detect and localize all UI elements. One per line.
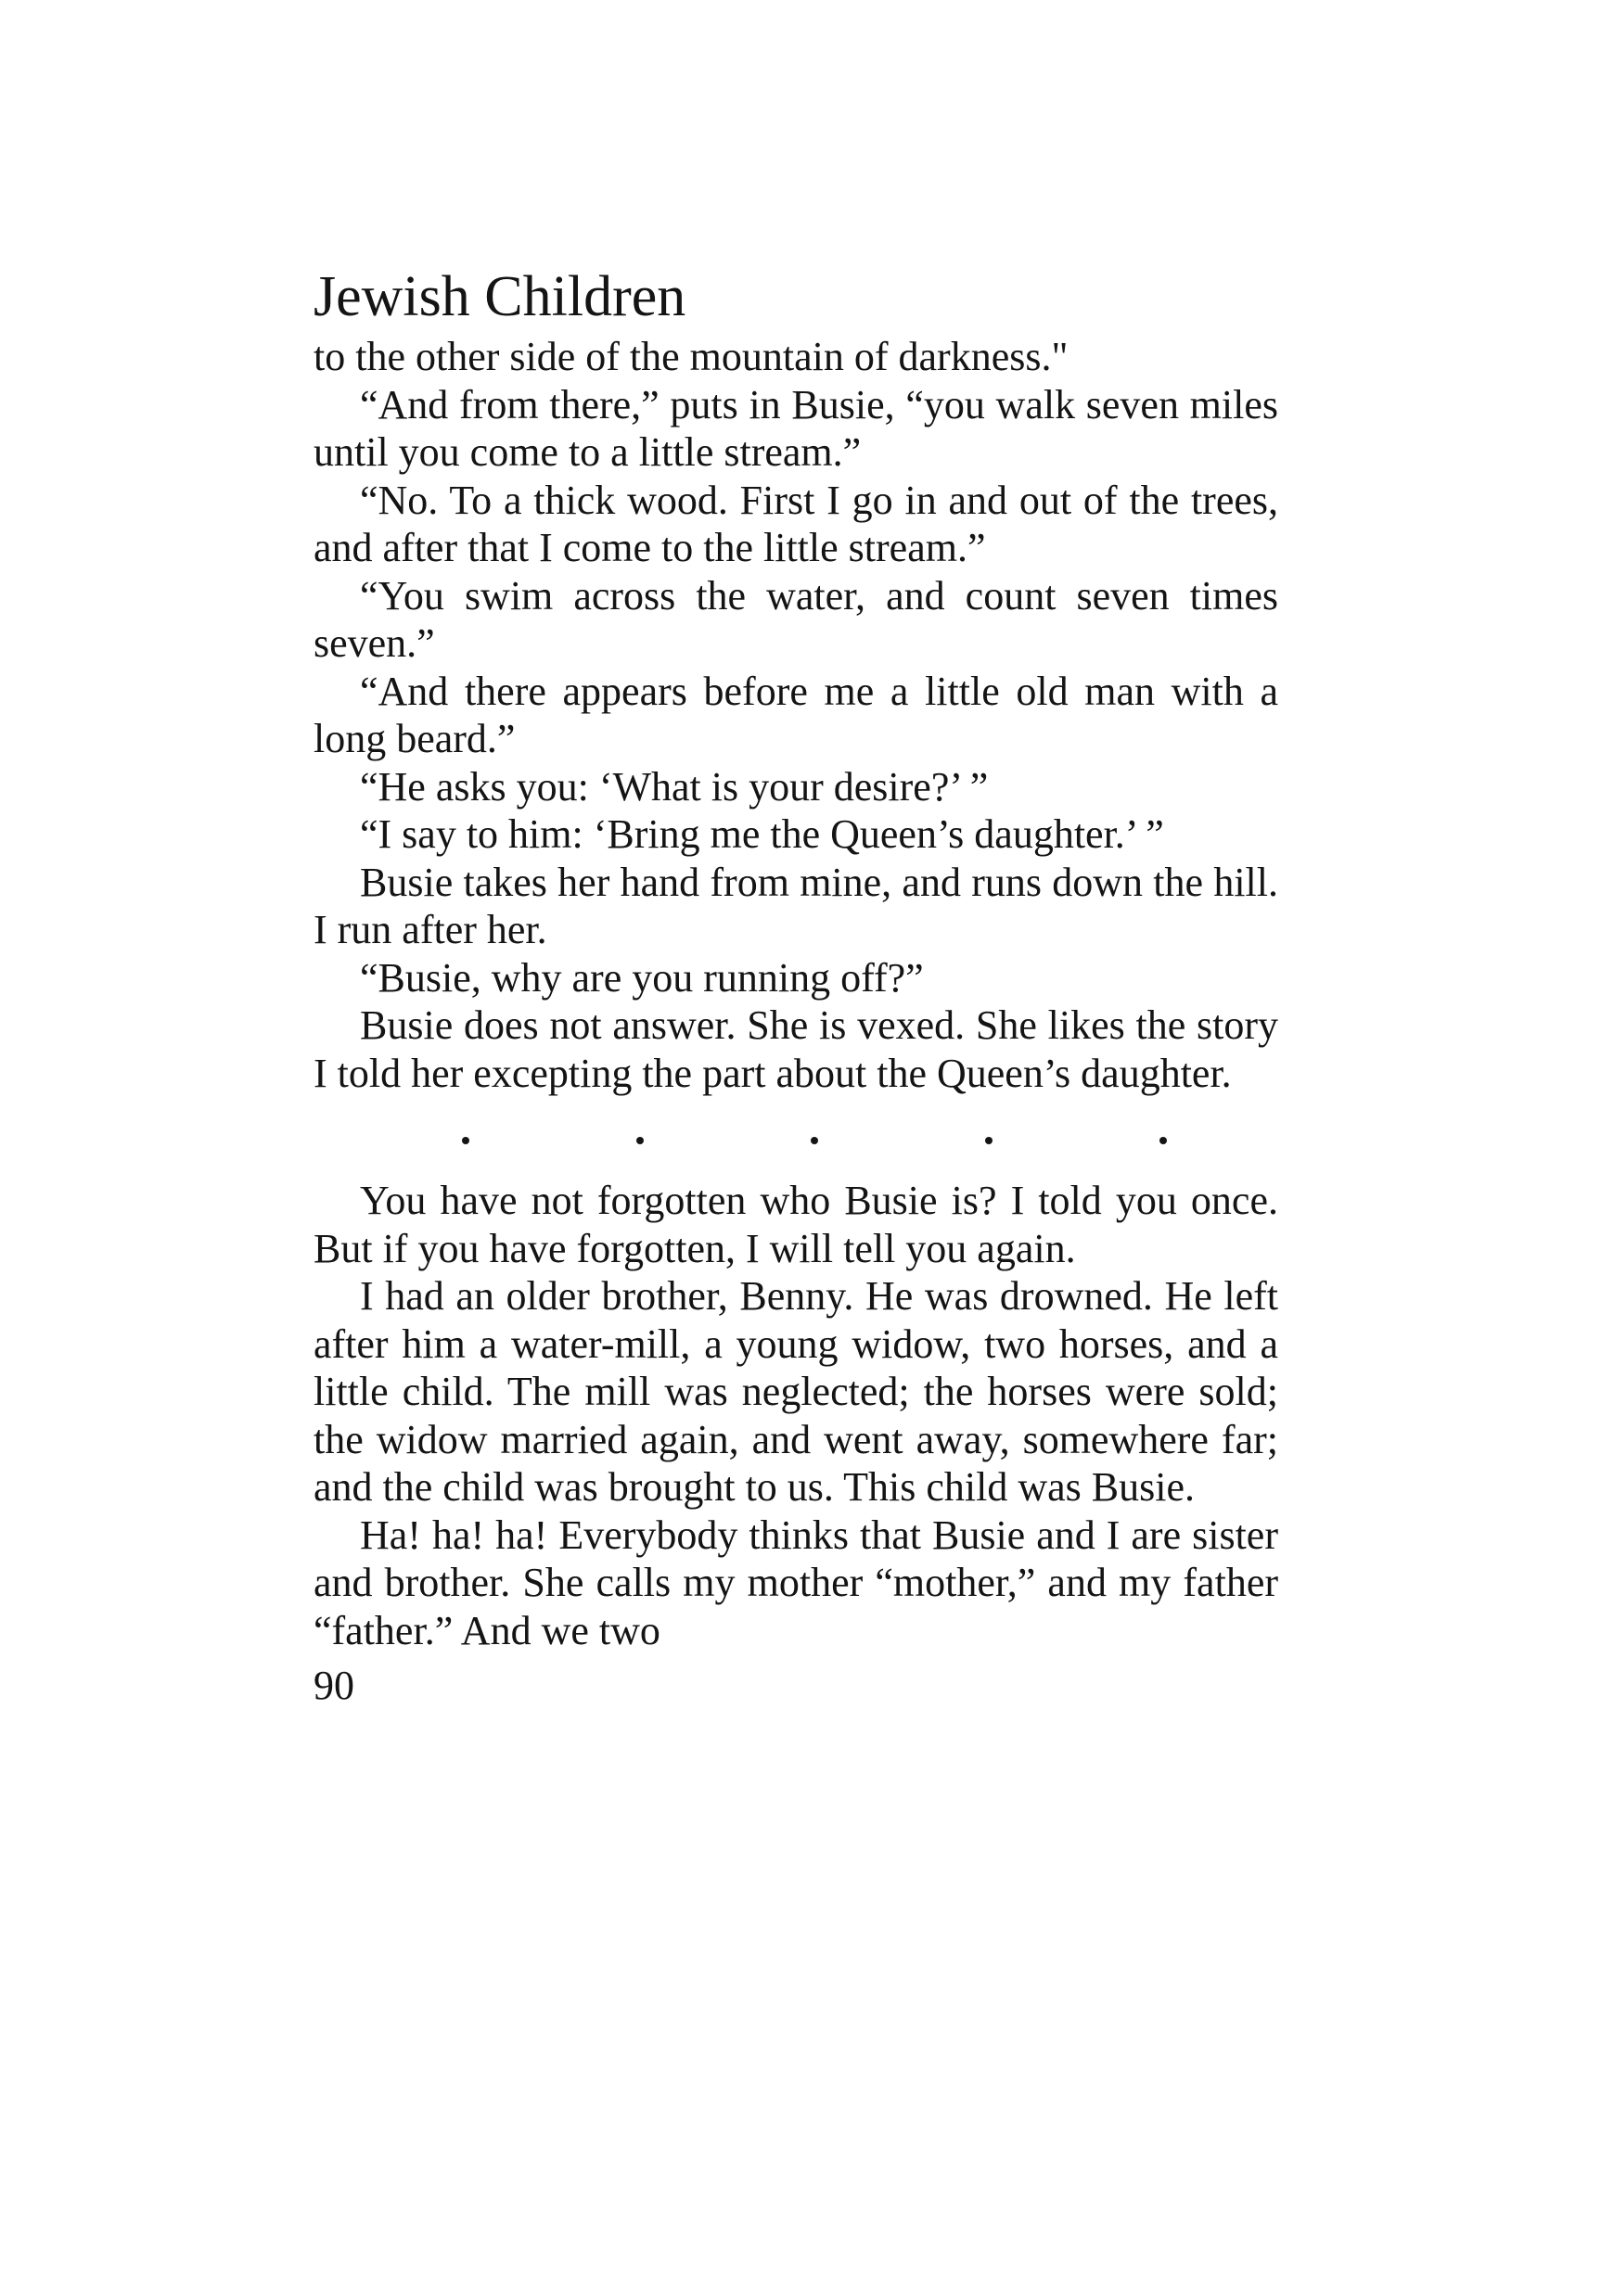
paragraph-2: “No. To a thick wood. First I go in and out of the trees, and after that I come to the little stream.” [314,477,1278,570]
paragraph-6: “I say to him: ‘Bring me the Queen’s daughter.’ ” [360,811,1164,857]
paragraph-1: “And from there,” puts in Busie, “you walk seven miles until you come to a little stream.” [314,381,1278,475]
paragraph-4: “And there appears before me a little old man with a long beard.” [314,668,1278,761]
book-page [314,264,1278,1712]
section-break-dot [985,1137,993,1144]
section-break-dot [1159,1137,1167,1144]
paragraph-5: “He asks you: ‘What is your desire?’ ” [360,763,989,810]
running-head: Jewish Children [314,265,686,328]
page-number: 90 [314,1663,354,1708]
body-text [314,333,1278,1654]
section-break-dot [811,1137,818,1144]
paragraph-7: Busie takes her hand from mine, and runs down the hill. I run after her. [314,859,1278,952]
section-break-dot [462,1137,469,1144]
paragraph-11: I had an older brother, Benny. He was drowned. He left after him a water-mill, a young widow, two horses, and a little child. The mill was neglected; the horses were sold; the widow married again, and went away, somewhere far; and the child was brought to us. This child was Busie. [314,1273,1278,1510]
paragraph-10: You have not forgotten who Busie is? I told you once. But if you have forgotten, I will tell you again. [314,1178,1278,1271]
paragraph-0: to the other side of the mountain of darkness." [314,334,1069,379]
paragraph-8: “Busie, why are you running off?” [360,954,924,1001]
paragraph-9: Busie does not answer. She is vexed. She likes the story I told her excepting the part about the Queen’s daughter. [314,1002,1278,1096]
paragraph-12: Ha! ha! ha! Everybody thinks that Busie and I are sister and brother. She calls my mother “mother,” and my father “father.” And we two [314,1512,1278,1653]
section-break-dot [636,1137,644,1144]
section-break [314,1104,1278,1177]
paragraph-3: “You swim across the water, and count seven times seven.” [314,572,1278,666]
